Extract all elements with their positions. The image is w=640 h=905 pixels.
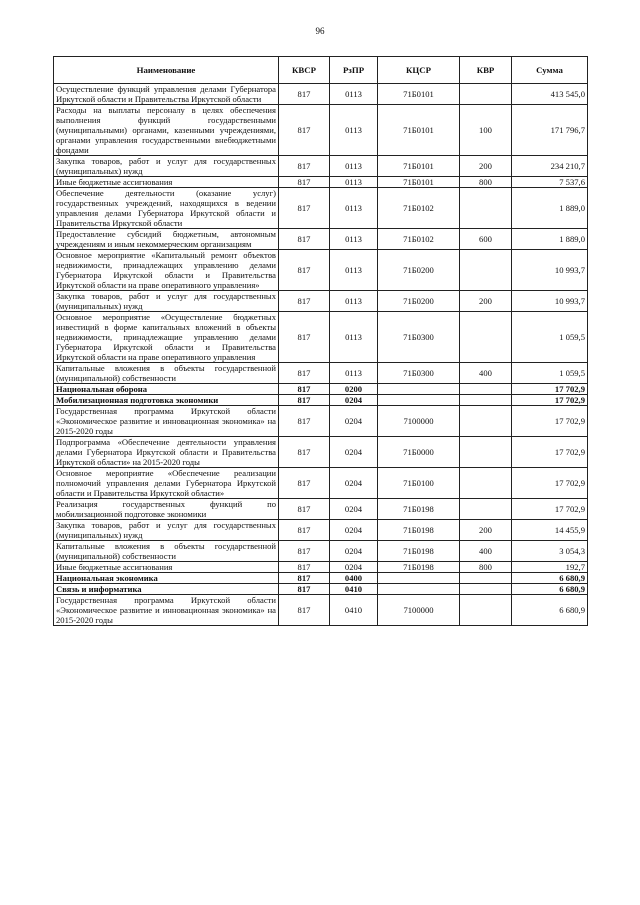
cell-kvsr: 817	[279, 105, 330, 156]
cell-sum: 17 702,9	[512, 406, 588, 437]
cell-sum: 6 680,9	[512, 584, 588, 595]
cell-sum: 1 889,0	[512, 188, 588, 229]
cell-rzpr: 0113	[330, 250, 378, 291]
cell-sum: 1 059,5	[512, 312, 588, 363]
table-row	[54, 363, 588, 384]
table-header	[54, 57, 588, 84]
cell-kcsr: 71Б0198	[378, 499, 460, 520]
cell-kvr	[460, 188, 512, 229]
cell-kcsr: 71Б0100	[378, 468, 460, 499]
cell-kcsr: 7100000	[378, 595, 460, 626]
cell-name: Обеспечение деятельности (оказание услуг) государственных учреждений, находящихся в ведении управления делами Губернатора Иркутской области и Правительства Иркутской области	[54, 188, 279, 229]
cell-kvr	[460, 437, 512, 468]
cell-kvr	[460, 84, 512, 105]
cell-kvsr: 817	[279, 499, 330, 520]
cell-kvr: 400	[460, 363, 512, 384]
cell-rzpr: 0113	[330, 84, 378, 105]
cell-kvsr: 817	[279, 312, 330, 363]
cell-rzpr: 0204	[330, 468, 378, 499]
cell-kvsr: 817	[279, 363, 330, 384]
cell-kcsr: 71Б0101	[378, 84, 460, 105]
table-row	[54, 468, 588, 499]
cell-kvsr: 817	[279, 384, 330, 395]
cell-sum: 14 455,9	[512, 520, 588, 541]
cell-kvr: 200	[460, 291, 512, 312]
budget-table	[53, 56, 588, 626]
cell-kvsr: 817	[279, 395, 330, 406]
header-rzpr: РзПР	[330, 57, 378, 84]
cell-kvr: 100	[460, 105, 512, 156]
cell-name: Иные бюджетные ассигнования	[54, 562, 279, 573]
cell-sum: 10 993,7	[512, 250, 588, 291]
table-row	[54, 499, 588, 520]
cell-kcsr	[378, 573, 460, 584]
cell-rzpr: 0113	[330, 105, 378, 156]
table-row	[54, 395, 588, 406]
cell-rzpr: 0400	[330, 573, 378, 584]
cell-kcsr	[378, 384, 460, 395]
cell-name: Мобилизационная подготовка экономики	[54, 395, 279, 406]
cell-name: Национальная экономика	[54, 573, 279, 584]
cell-name: Закупка товаров, работ и услуг для государственных (муниципальных) нужд	[54, 291, 279, 312]
header-kvr: КВР	[460, 57, 512, 84]
cell-sum: 17 702,9	[512, 499, 588, 520]
cell-kvr	[460, 595, 512, 626]
cell-kcsr: 71Б0200	[378, 291, 460, 312]
cell-kvsr: 817	[279, 541, 330, 562]
table-row	[54, 229, 588, 250]
cell-name: Связь и информатика	[54, 584, 279, 595]
cell-kvr	[460, 406, 512, 437]
table-row	[54, 177, 588, 188]
cell-kvr	[460, 395, 512, 406]
header-row	[54, 57, 588, 84]
cell-name: Капитальные вложения в объекты государственной (муниципальной) собственности	[54, 363, 279, 384]
cell-name: Государственная программа Иркутской области «Экономическое развитие и инновационная экономика» на 2015-2020 годы	[54, 595, 279, 626]
cell-rzpr: 0204	[330, 395, 378, 406]
table-row	[54, 156, 588, 177]
cell-name: Расходы на выплаты персоналу в целях обеспечения выполнения функций государственными (муниципальными) органами, казенными учреждениями, органами управления государственными внебюджетными фондами	[54, 105, 279, 156]
table-row	[54, 188, 588, 229]
cell-name: Подпрограмма «Обеспечение деятельности управления делами Губернатора Иркутской области и Правительства Иркутской области» на 2015-2020 годы	[54, 437, 279, 468]
cell-sum: 6 680,9	[512, 595, 588, 626]
cell-rzpr: 0204	[330, 562, 378, 573]
cell-kvr	[460, 384, 512, 395]
cell-kvsr: 817	[279, 437, 330, 468]
cell-sum: 171 796,7	[512, 105, 588, 156]
cell-kcsr: 71Б0198	[378, 520, 460, 541]
table-body	[54, 84, 588, 626]
cell-sum: 1 059,5	[512, 363, 588, 384]
cell-rzpr: 0410	[330, 584, 378, 595]
cell-name: Иные бюджетные ассигнования	[54, 177, 279, 188]
cell-kvsr: 817	[279, 406, 330, 437]
cell-rzpr: 0113	[330, 229, 378, 250]
cell-sum: 10 993,7	[512, 291, 588, 312]
cell-rzpr: 0113	[330, 188, 378, 229]
cell-sum: 3 054,3	[512, 541, 588, 562]
cell-rzpr: 0113	[330, 291, 378, 312]
table-row	[54, 562, 588, 573]
cell-rzpr: 0200	[330, 384, 378, 395]
cell-kvr	[460, 468, 512, 499]
cell-kvsr: 817	[279, 250, 330, 291]
header-kcsr: КЦСР	[378, 57, 460, 84]
cell-kvr: 400	[460, 541, 512, 562]
cell-rzpr: 0113	[330, 363, 378, 384]
cell-sum: 17 702,9	[512, 384, 588, 395]
table-row	[54, 291, 588, 312]
cell-kcsr: 71Б0198	[378, 562, 460, 573]
table-row	[54, 573, 588, 584]
cell-sum: 7 537,6	[512, 177, 588, 188]
cell-rzpr: 0204	[330, 437, 378, 468]
cell-kcsr: 71Б0300	[378, 363, 460, 384]
cell-kvr: 200	[460, 156, 512, 177]
table-row	[54, 250, 588, 291]
cell-kcsr	[378, 584, 460, 595]
cell-name: Закупка товаров, работ и услуг для государственных (муниципальных) нужд	[54, 520, 279, 541]
cell-kvr	[460, 250, 512, 291]
cell-sum: 413 545,0	[512, 84, 588, 105]
cell-kvsr: 817	[279, 584, 330, 595]
cell-kcsr: 71Б0198	[378, 541, 460, 562]
cell-kvsr: 817	[279, 573, 330, 584]
cell-rzpr: 0113	[330, 177, 378, 188]
cell-name: Основное мероприятие «Обеспечение реализации полномочий управления делами Губернатора Иркутской области и Правительства Иркутской области»	[54, 468, 279, 499]
header-kvsr: КВСР	[279, 57, 330, 84]
cell-kvr: 600	[460, 229, 512, 250]
cell-sum: 234 210,7	[512, 156, 588, 177]
cell-kvr: 800	[460, 177, 512, 188]
cell-kvsr: 817	[279, 562, 330, 573]
cell-sum: 17 702,9	[512, 468, 588, 499]
table-row	[54, 312, 588, 363]
cell-name: Реализация государственных функций по мобилизационной подготовке экономики	[54, 499, 279, 520]
cell-name: Осуществление функций управления делами Губернатора Иркутской области и Правительства Иркутской области	[54, 84, 279, 105]
cell-rzpr: 0204	[330, 520, 378, 541]
cell-name: Закупка товаров, работ и услуг для государственных (муниципальных) нужд	[54, 156, 279, 177]
cell-rzpr: 0204	[330, 406, 378, 437]
cell-kvsr: 817	[279, 229, 330, 250]
cell-name: Основное мероприятие «Капитальный ремонт объектов недвижимости, принадлежащих управлению делами Губернатора Иркутской области и Правительства Иркутской области на праве оперативного управления»	[54, 250, 279, 291]
cell-kcsr: 71Б0200	[378, 250, 460, 291]
cell-kcsr: 71Б0102	[378, 188, 460, 229]
cell-name: Государственная программа Иркутской области «Экономическое развитие и инновационная экономика» на 2015-2020 годы	[54, 406, 279, 437]
header-sum: Сумма	[512, 57, 588, 84]
cell-kvsr: 817	[279, 177, 330, 188]
cell-sum: 192,7	[512, 562, 588, 573]
table-row	[54, 384, 588, 395]
cell-kcsr: 71Б0101	[378, 156, 460, 177]
cell-rzpr: 0204	[330, 499, 378, 520]
cell-kvsr: 817	[279, 468, 330, 499]
cell-name: Национальная оборона	[54, 384, 279, 395]
cell-kvsr: 817	[279, 520, 330, 541]
cell-kvr: 800	[460, 562, 512, 573]
cell-name: Предоставление субсидий бюджетным, автономным учреждениям и иным некоммерческим организациям	[54, 229, 279, 250]
cell-kcsr: 71Б0102	[378, 229, 460, 250]
cell-kcsr: 71Б0300	[378, 312, 460, 363]
cell-kcsr: 71Б0000	[378, 437, 460, 468]
cell-kvsr: 817	[279, 156, 330, 177]
cell-sum: 17 702,9	[512, 395, 588, 406]
page-number: 96	[315, 26, 325, 36]
table-row	[54, 520, 588, 541]
cell-kcsr: 71Б0101	[378, 105, 460, 156]
cell-sum: 1 889,0	[512, 229, 588, 250]
cell-kvr	[460, 584, 512, 595]
table-row	[54, 595, 588, 626]
cell-kcsr	[378, 395, 460, 406]
cell-kcsr: 71Б0101	[378, 177, 460, 188]
cell-kvsr: 817	[279, 291, 330, 312]
table-row	[54, 84, 588, 105]
table-row	[54, 584, 588, 595]
table-row	[54, 105, 588, 156]
table-row	[54, 541, 588, 562]
cell-rzpr: 0113	[330, 312, 378, 363]
cell-kvr	[460, 312, 512, 363]
cell-name: Основное мероприятие «Осуществление бюджетных инвестиций в форме капитальных вложений в объекты недвижимости, принадлежащие управлению делами Губернатора Иркутской области и Правительства Иркутской области на праве оперативного управления	[54, 312, 279, 363]
cell-kvsr: 817	[279, 84, 330, 105]
cell-kcsr: 7100000	[378, 406, 460, 437]
cell-kvsr: 817	[279, 595, 330, 626]
cell-kvr: 200	[460, 520, 512, 541]
cell-sum: 6 680,9	[512, 573, 588, 584]
cell-rzpr: 0410	[330, 595, 378, 626]
cell-rzpr: 0113	[330, 156, 378, 177]
cell-name: Капитальные вложения в объекты государственной (муниципальной) собственности	[54, 541, 279, 562]
cell-rzpr: 0204	[330, 541, 378, 562]
cell-sum: 17 702,9	[512, 437, 588, 468]
cell-kvr	[460, 499, 512, 520]
cell-kvr	[460, 573, 512, 584]
table-row	[54, 437, 588, 468]
cell-kvsr: 817	[279, 188, 330, 229]
table-row	[54, 406, 588, 437]
header-name: Наименование	[54, 57, 279, 84]
